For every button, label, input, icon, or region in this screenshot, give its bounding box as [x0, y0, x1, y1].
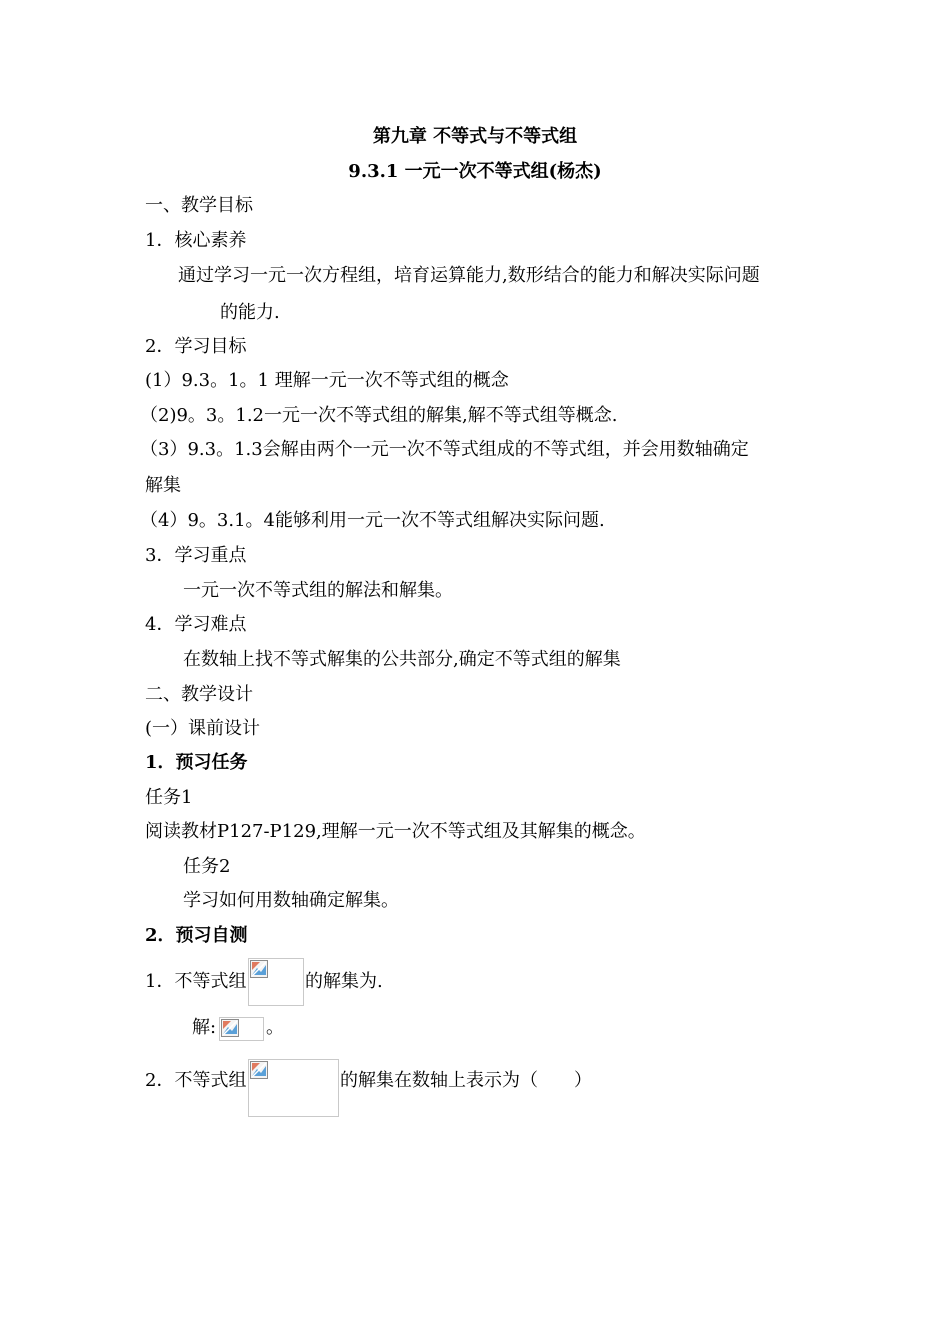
core-literacy-text-2: 的能力.	[220, 302, 280, 323]
question-1-prefix: 1．不等式组	[145, 971, 247, 992]
broken-image-icon	[250, 1061, 268, 1079]
image-placeholder	[248, 958, 304, 1006]
image-placeholder	[219, 1017, 264, 1041]
task2-text: 学习如何用数轴确定解集。	[183, 890, 399, 911]
question-1	[145, 970, 246, 994]
question-2-suffix: 的解集在数轴上表示为（ ）	[340, 1070, 592, 1091]
task1-label: 任务1	[145, 787, 193, 808]
chapter-title: 第九章 不等式与不等式组	[372, 126, 578, 147]
question-2-prefix: 2．不等式组	[145, 1070, 247, 1091]
section-title: 9.3.1 一元一次不等式组(杨杰)	[348, 161, 602, 182]
goal-item-1: (1）9.3。1。1 理解一元一次不等式组的概念	[145, 370, 509, 391]
part2-heading: 二、教学设计	[145, 684, 253, 705]
pre-class-heading: (一）课前设计	[145, 718, 261, 739]
broken-image-icon	[250, 960, 268, 978]
heading-preview-task: 1．预习任务	[145, 752, 248, 773]
question-1-suffix: 的解集为.	[305, 971, 383, 992]
goal-item-2: （2)9。3。1.2一元一次不等式组的解集,解不等式组等概念.	[140, 405, 618, 426]
key-points-text: 一元一次不等式组的解法和解集。	[183, 580, 453, 601]
heading-difficulties: 4．学习难点	[145, 614, 247, 635]
answer-1-suffix: 。	[266, 1017, 284, 1038]
question-2-inequality-image	[248, 1059, 339, 1117]
question-1-inequality-image	[248, 958, 304, 1006]
part1-heading: 一、教学目标	[145, 195, 253, 216]
goal-item-3: （3）9.3。1.3会解由两个一元一次不等式组成的不等式组，并会用数轴确定	[140, 439, 749, 460]
broken-image-icon	[221, 1019, 239, 1037]
answer-1-prefix: 解:	[192, 1017, 217, 1038]
heading-key-points: 3．学习重点	[145, 545, 247, 566]
goal-item-3-continued: 解集	[145, 475, 181, 496]
goal-item-4: （4）9。3.1。4能够利用一元一次不等式组解决实际问题.	[140, 510, 605, 531]
difficulties-text: 在数轴上找不等式解集的公共部分,确定不等式组的解集	[183, 649, 621, 670]
core-literacy-text-1: 通过学习一元一次方程组，培育运算能力,数形结合的能力和解决实际问题	[178, 265, 760, 286]
answer-1-image	[219, 1017, 264, 1041]
heading-self-test: 2．预习自测	[145, 925, 248, 946]
heading-learning-goals: 2．学习目标	[145, 336, 247, 357]
image-placeholder	[248, 1059, 339, 1117]
heading-core-literacy: 1．核心素养	[145, 230, 247, 251]
task2-label: 任务2	[183, 856, 231, 877]
task1-text: 阅读教材P127-P129,理解一元一次不等式组及其解集的概念。	[145, 821, 646, 842]
